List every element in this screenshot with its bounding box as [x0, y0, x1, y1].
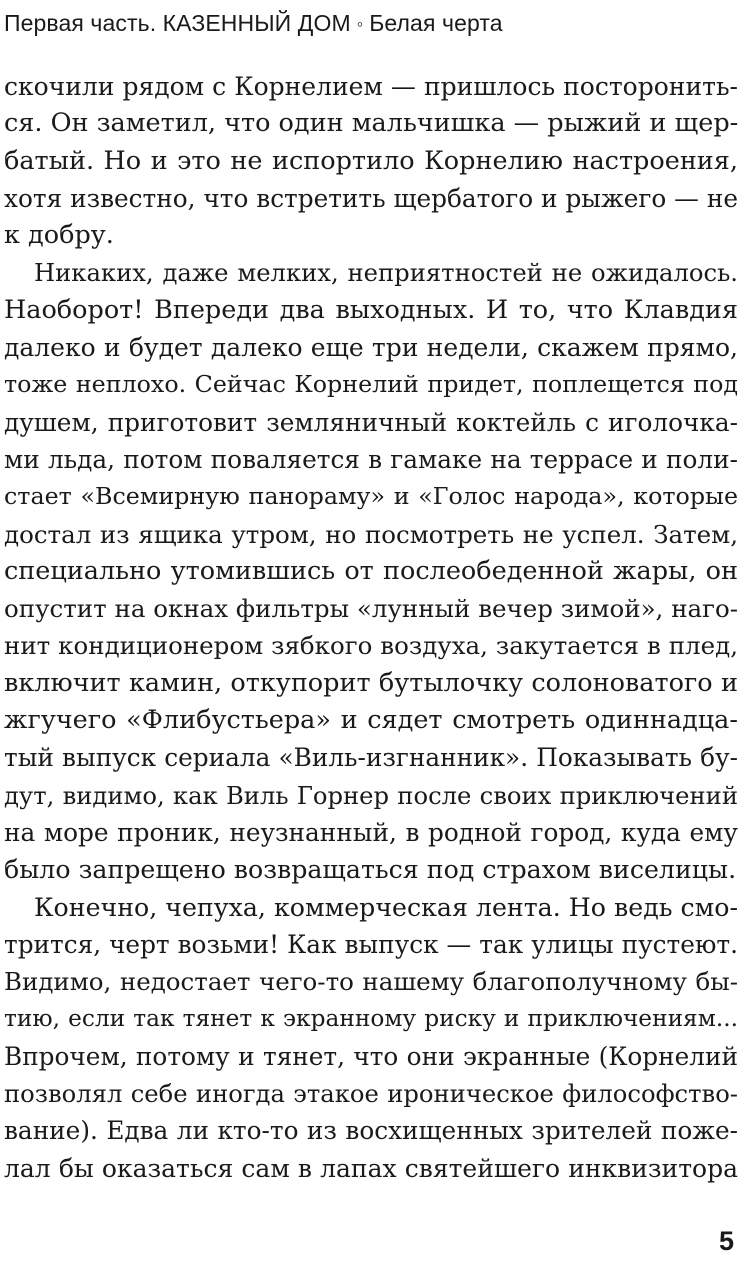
text-line: жгучего «Флибустьера» и сядет смотреть одиннадца- — [4, 705, 738, 736]
paragraph-start-line: Конечно, чепуха, коммерческая лента. Но ведь смо- — [34, 892, 739, 922]
text-line: стает «Всемирную панораму» и «Голос народа», которые — [4, 482, 738, 511]
text-line: далеко и будет далеко еще три недели, скажем прямо, — [4, 333, 738, 363]
paragraph-start-line: Никаких, даже мелких, неприятностей не ожидалось. — [34, 258, 738, 288]
text-line: душем, приготовит земляничный коктейль с иголочка- — [4, 407, 738, 437]
text-line: трится, черт возьми! Как выпуск — так улицы пустеют. — [4, 929, 738, 959]
text-line: достал из ящика утром, но посмотреть не успел. Затем, — [4, 519, 738, 549]
text-line: дут, видимо, как Виль Горнер после своих приключений — [4, 780, 738, 810]
text-line: на море проник, неузнанный, в родной город, куда ему — [4, 817, 738, 847]
text-line: Видимо, недостает чего-то нашему благополучному бы- — [4, 967, 738, 997]
text-line: лал бы оказаться сам в лапах святейшего инквизитора — [4, 1153, 738, 1183]
text-line: тию, если так тянет к экранному риску и приключениям... — [4, 1005, 738, 1033]
text-line: вание). Едва ли кто-то из восхищенных зрителей поже- — [4, 1116, 738, 1146]
text-line: специально утомившись от послеобеденной жары, он — [4, 555, 738, 586]
text-line: ся. Он заметил, что один мальчишка — рыжий и щер- — [4, 108, 739, 139]
header-separator: ◦ — [356, 14, 364, 34]
text-line: скочили рядом с Корнелием — пришлось посторонить- — [4, 72, 738, 101]
text-line: Наоборот! Впереди два выходных. И то, что Клавдия — [4, 294, 738, 325]
text-line: позволял себе иногда этакое ироническое философство- — [4, 1079, 738, 1109]
text-line: было запрещено возвращаться под страхом виселицы. — [4, 855, 737, 885]
text-line: опустит на окнах фильтры «лунный вечер зимой», наго- — [4, 594, 738, 624]
text-line: тоже неплохо. Сейчас Корнелий придет, поплещется под — [4, 370, 738, 399]
page-number: 5 — [718, 1226, 734, 1256]
running-header — [4, 8, 503, 39]
text-line: Впрочем, потому и тянет, что они экранные (Корнелий — [4, 1041, 738, 1071]
header-chapter-title: Белая черта — [369, 10, 503, 36]
text-line: включит камин, откупорит бутылочку солоноватого и — [4, 667, 738, 698]
text-line: ми льда, потом поваляется в гамаке на террасе и поли- — [4, 444, 738, 474]
text-line: нит кондиционером зябкого воздуха, закутается в плед, — [4, 631, 738, 661]
text-line: к добру. — [4, 220, 114, 251]
text-line: хотя известно, что встретить щербатого и рыжего — не — [4, 183, 738, 213]
header-part-title: Первая часть. КАЗЕННЫЙ ДОМ — [4, 10, 351, 36]
text-line: батый. Но и это не испортило Корнелию настроения, — [4, 145, 738, 176]
text-line: тый выпуск сериала «Виль-изгнанник». Показывать бу- — [4, 743, 738, 773]
body-text — [4, 68, 738, 1187]
